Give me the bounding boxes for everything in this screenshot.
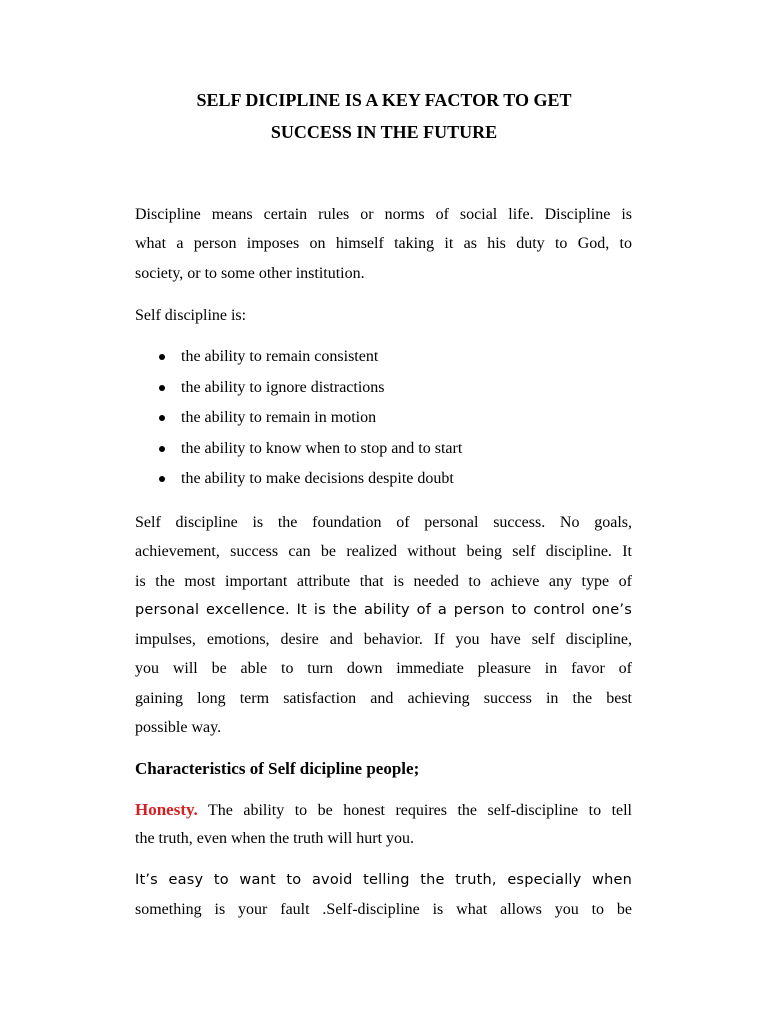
bullet-dot-icon (159, 476, 165, 482)
honesty-paragraph (135, 795, 632, 854)
honesty-line-2: the truth, even when the truth will hurt you. (135, 830, 415, 848)
foundation-paragraph (135, 508, 632, 742)
self-discipline-is-text: Self discipline is: (135, 307, 247, 324)
ability-bullet-list (135, 343, 635, 496)
intro-paragraph (135, 200, 632, 288)
title-line-1: SELF DICIPLINE IS A KEY FACTOR TO GET (196, 90, 572, 110)
bullet-item (135, 374, 635, 405)
foundation-line-8: possible way. (135, 719, 222, 737)
honesty-label: Honesty. (135, 800, 198, 819)
foundation-line-4: personal excellence. It is the ability of a person to control one’s (135, 601, 632, 618)
bullet-dot-icon (159, 415, 165, 421)
self-discipline-is-label (135, 301, 632, 330)
characteristics-heading: Characteristics of Self dicipline people; (135, 759, 420, 778)
foundation-line-5: impulses, emotions, desire and behavior. If you have self discipline, (135, 631, 632, 649)
bullet-dot-icon (159, 354, 165, 360)
honesty-line-1-text: The ability to be honest requires the self-discipline to tell (197, 802, 632, 819)
foundation-line-6: you will be able to turn down immediate pleasure in favor of (135, 660, 632, 678)
bullet-text: the ability to ignore distractions (181, 378, 385, 396)
intro-line-3: society, or to some other institution. (135, 264, 365, 282)
intro-line-1: Discipline means certain rules or norms of social life. Discipline is (135, 206, 632, 223)
foundation-line-7: gaining long term satisfaction and achieving success in the best (135, 689, 632, 707)
bullet-dot-icon (159, 446, 165, 452)
honesty-line-1 (135, 795, 632, 824)
bullet-item (135, 465, 635, 496)
intro-line-2: what a person imposes on himself taking it as his duty to God, to (135, 235, 632, 253)
foundation-line-3: is the most important attribute that is needed to achieve any type of (135, 572, 632, 590)
bullet-text: the ability to know when to stop and to start (181, 439, 463, 457)
bullet-item (135, 435, 635, 466)
bullet-dot-icon (159, 385, 165, 391)
bullet-text: the ability to remain consistent (181, 348, 379, 365)
foundation-line-2: achievement, success can be realized without being self discipline. It (135, 543, 632, 561)
bullet-item (135, 343, 635, 374)
easy-line-1: It’s easy to want to avoid telling the truth, especially when (135, 872, 632, 888)
bullet-item (135, 404, 635, 435)
foundation-line-1: Self discipline is the foundation of personal success. No goals, (135, 514, 632, 531)
title-line-2: SUCCESS IN THE FUTURE (270, 122, 498, 142)
easy-paragraph (135, 866, 632, 925)
easy-line-2: something is your fault .Self-discipline is what allows you to be (135, 901, 632, 919)
bullet-text: the ability to make decisions despite doubt (181, 470, 454, 488)
bullet-text: the ability to remain in motion (181, 409, 377, 427)
